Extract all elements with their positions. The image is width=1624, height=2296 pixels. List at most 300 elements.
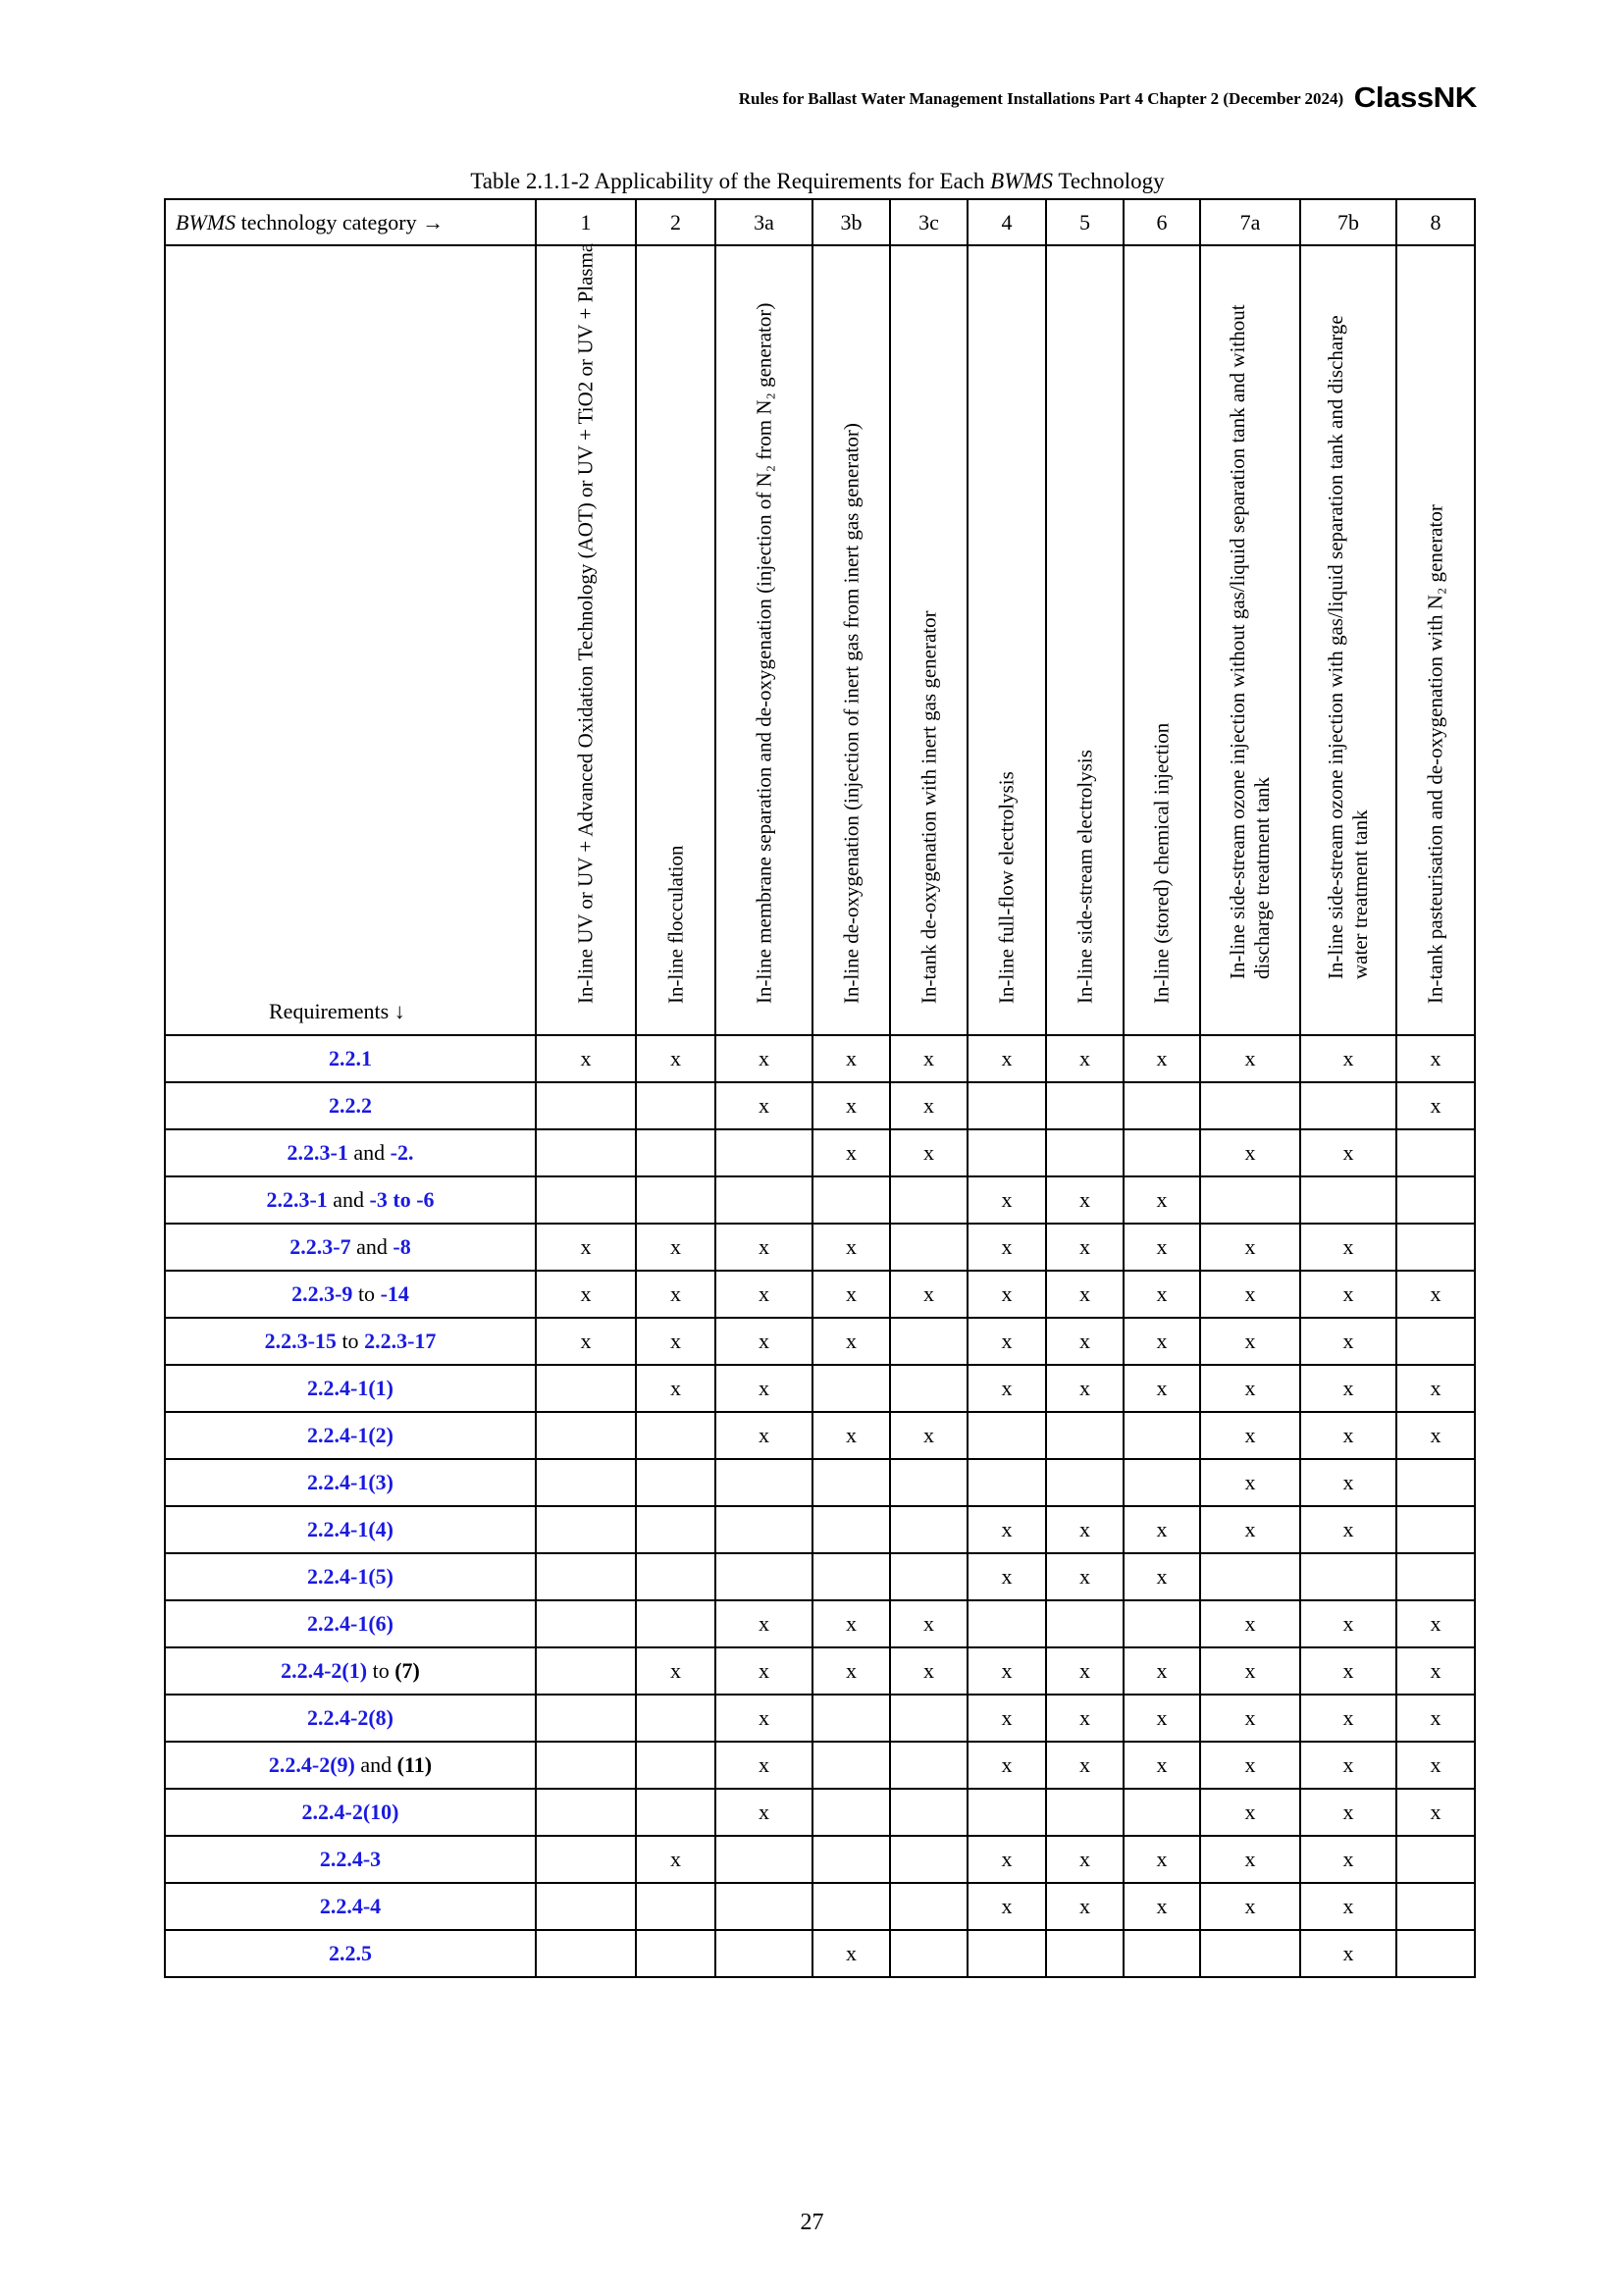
requirement-link[interactable]: -14: [380, 1281, 409, 1306]
applicability-cell: x: [1300, 1600, 1396, 1647]
applicability-cell: [812, 1695, 890, 1742]
requirement-reference: [165, 1459, 536, 1506]
applicability-cell: x: [1396, 1365, 1475, 1412]
table-row: [165, 1129, 1475, 1176]
applicability-cell: x: [1124, 1035, 1200, 1082]
applicability-cell: x: [1396, 1271, 1475, 1318]
category-label: BWMS technology category →: [165, 199, 536, 245]
requirement-reference: [165, 1836, 536, 1883]
applicability-cell: x: [1396, 1742, 1475, 1789]
table-row: [165, 1082, 1475, 1129]
applicability-cell: [715, 1459, 812, 1506]
applicability-cell: x: [968, 1176, 1046, 1224]
applicability-cell: x: [1300, 1035, 1396, 1082]
requirement-link[interactable]: 2.2.4-1(6): [307, 1611, 393, 1636]
applicability-cell: x: [1200, 1318, 1300, 1365]
requirement-link[interactable]: 2.2.5: [329, 1941, 372, 1965]
applicability-cell: [536, 1176, 636, 1224]
requirement-reference: [165, 1176, 536, 1224]
applicability-cell: x: [968, 1695, 1046, 1742]
applicability-cell: [1396, 1553, 1475, 1600]
requirement-reference: [165, 1412, 536, 1459]
applicability-cell: x: [1396, 1082, 1475, 1129]
page-header: [739, 82, 1477, 115]
applicability-cell: [536, 1459, 636, 1506]
applicability-cell: x: [812, 1271, 890, 1318]
applicability-cell: x: [1300, 1365, 1396, 1412]
applicability-cell: x: [968, 1506, 1046, 1553]
applicability-cell: [536, 1412, 636, 1459]
applicability-cell: x: [1200, 1035, 1300, 1082]
applicability-cell: [636, 1412, 715, 1459]
applicability-cell: x: [1300, 1271, 1396, 1318]
applicability-cell: x: [715, 1600, 812, 1647]
applicability-cell: x: [1300, 1836, 1396, 1883]
applicability-cell: x: [968, 1742, 1046, 1789]
table-row: [165, 1789, 1475, 1836]
table-row: [165, 1506, 1475, 1553]
requirement-connector: and: [354, 1752, 397, 1777]
requirement-reference: [165, 1129, 536, 1176]
technology-description-cell: [1124, 245, 1200, 1035]
applicability-cell: x: [1300, 1129, 1396, 1176]
applicability-cell: [636, 1600, 715, 1647]
applicability-cell: [890, 1553, 968, 1600]
applicability-cell: x: [1300, 1647, 1396, 1695]
applicability-cell: x: [1396, 1412, 1475, 1459]
applicability-cell: x: [1046, 1271, 1124, 1318]
applicability-cell: [1124, 1789, 1200, 1836]
applicability-cell: x: [536, 1271, 636, 1318]
applicability-cell: x: [1046, 1836, 1124, 1883]
applicability-cell: [1124, 1412, 1200, 1459]
applicability-cell: [536, 1742, 636, 1789]
table-row: [165, 1365, 1475, 1412]
applicability-cell: [968, 1930, 1046, 1977]
applicability-cell: x: [1200, 1224, 1300, 1271]
applicability-cell: [1200, 1553, 1300, 1600]
applicability-cell: [636, 1883, 715, 1930]
applicability-cell: x: [1124, 1742, 1200, 1789]
classnk-logo: ClassNK: [1353, 82, 1477, 114]
applicability-cell: [715, 1176, 812, 1224]
applicability-cell: [1200, 1930, 1300, 1977]
applicability-cell: [636, 1695, 715, 1742]
applicability-cell: x: [715, 1789, 812, 1836]
requirement-link[interactable]: 2.2.3-1: [266, 1187, 328, 1212]
applicability-cell: [1046, 1930, 1124, 1977]
applicability-cell: x: [715, 1035, 812, 1082]
applicability-cell: x: [968, 1035, 1046, 1082]
applicability-cell: x: [1046, 1365, 1124, 1412]
applicability-cell: x: [1300, 1459, 1396, 1506]
applicability-cell: [715, 1553, 812, 1600]
applicability-cell: x: [890, 1035, 968, 1082]
applicability-cell: x: [715, 1695, 812, 1742]
applicability-cell: [1396, 1129, 1475, 1176]
category-header-cell: 3a: [715, 199, 812, 245]
applicability-cell: x: [715, 1082, 812, 1129]
applicability-cell: [1300, 1553, 1396, 1600]
requirement-link[interactable]: 2.2.4-3: [319, 1847, 382, 1871]
technology-description: In-line membrane separation and de-oxygenation (injection of N₂ from N₂ generator): [752, 302, 775, 1004]
applicability-cell: x: [636, 1647, 715, 1695]
applicability-cell: x: [1124, 1695, 1200, 1742]
requirement-connector: to: [336, 1329, 365, 1353]
applicability-cell: x: [1200, 1647, 1300, 1695]
applicability-cell: x: [968, 1271, 1046, 1318]
applicability-cell: x: [636, 1318, 715, 1365]
applicability-table: [164, 198, 1476, 1978]
applicability-cell: x: [1396, 1789, 1475, 1836]
technology-description: In-line side-stream ozone injection with gas/liquid separation tank and discharge water treatment tank: [1324, 315, 1372, 979]
applicability-cell: [890, 1789, 968, 1836]
applicability-cell: x: [812, 1412, 890, 1459]
applicability-cell: x: [1046, 1318, 1124, 1365]
applicability-cell: x: [1300, 1318, 1396, 1365]
table-row: [165, 1600, 1475, 1647]
applicability-cell: [636, 1129, 715, 1176]
applicability-cell: x: [1046, 1553, 1124, 1600]
applicability-cell: [536, 1553, 636, 1600]
applicability-cell: x: [1200, 1695, 1300, 1742]
requirement-connector: to: [352, 1281, 381, 1306]
requirement-connector: and: [327, 1187, 370, 1212]
applicability-cell: x: [715, 1365, 812, 1412]
applicability-cell: x: [1124, 1553, 1200, 1600]
applicability-cell: x: [1046, 1695, 1124, 1742]
applicability-cell: [968, 1082, 1046, 1129]
applicability-cell: x: [536, 1224, 636, 1271]
applicability-cell: [1396, 1836, 1475, 1883]
applicability-cell: [536, 1883, 636, 1930]
applicability-cell: [1124, 1129, 1200, 1176]
applicability-cell: [890, 1224, 968, 1271]
requirement-link[interactable]: 2.2.4-1(2): [307, 1423, 393, 1447]
applicability-cell: [968, 1600, 1046, 1647]
table-row: [165, 1459, 1475, 1506]
applicability-cell: x: [890, 1647, 968, 1695]
applicability-cell: x: [1124, 1836, 1200, 1883]
table-caption: Table 2.1.1-2 Applicability of the Requirements for Each BWMS Technology: [470, 169, 1165, 193]
applicability-cell: [812, 1553, 890, 1600]
applicability-cell: [1396, 1318, 1475, 1365]
requirement-link[interactable]: 2.2.2: [329, 1093, 372, 1118]
applicability-cell: x: [536, 1035, 636, 1082]
applicability-cell: x: [1046, 1506, 1124, 1553]
applicability-cell: [812, 1789, 890, 1836]
applicability-cell: x: [715, 1271, 812, 1318]
applicability-cell: x: [1396, 1647, 1475, 1695]
applicability-cell: [1396, 1459, 1475, 1506]
technology-description: In-line UV or UV + Advanced Oxidation Technology (AOT) or UV + TiO2 or UV + Plasma: [573, 242, 598, 1004]
applicability-cell: [636, 1506, 715, 1553]
requirement-link[interactable]: 2.2.4-4: [319, 1894, 382, 1918]
requirement-connector: to: [367, 1658, 395, 1683]
applicability-cell: x: [715, 1647, 812, 1695]
requirements-label: Requirements ↓: [269, 999, 405, 1023]
technology-description-cell: [1396, 245, 1475, 1035]
applicability-cell: [890, 1695, 968, 1742]
applicability-cell: x: [968, 1224, 1046, 1271]
applicability-cell: x: [1300, 1506, 1396, 1553]
technology-description-cell: [968, 245, 1046, 1035]
table-row: [165, 1553, 1475, 1600]
requirement-link[interactable]: -2.: [390, 1140, 414, 1165]
applicability-cell: [890, 1883, 968, 1930]
applicability-cell: [715, 1883, 812, 1930]
requirement-link[interactable]: 2.2.4-1(1): [307, 1376, 393, 1400]
table-row: [165, 1742, 1475, 1789]
applicability-cell: x: [1124, 1647, 1200, 1695]
applicability-cell: [968, 1459, 1046, 1506]
applicability-cell: x: [1046, 1035, 1124, 1082]
requirement-reference: [165, 1695, 536, 1742]
applicability-cell: [1300, 1082, 1396, 1129]
applicability-cell: x: [968, 1365, 1046, 1412]
applicability-cell: [536, 1695, 636, 1742]
category-header-cell: 3c: [890, 199, 968, 245]
applicability-cell: x: [1300, 1930, 1396, 1977]
category-header-cell: 6: [1124, 199, 1200, 245]
page-number: 27: [800, 2210, 824, 2235]
requirement-connector: (11): [396, 1752, 433, 1777]
table-row: [165, 1412, 1475, 1459]
applicability-cell: [1396, 1506, 1475, 1553]
applicability-cell: [1124, 1459, 1200, 1506]
applicability-cell: [812, 1883, 890, 1930]
technology-description: In-line side-stream ozone injection without gas/liquid separation tank and without discharge treatment tank: [1226, 304, 1274, 979]
applicability-cell: [812, 1365, 890, 1412]
applicability-cell: [812, 1506, 890, 1553]
requirement-link[interactable]: 2.2.4-2(9): [268, 1752, 355, 1777]
applicability-cell: [1396, 1883, 1475, 1930]
category-row: [165, 199, 1475, 245]
requirement-reference: [165, 1789, 536, 1836]
applicability-cell: x: [1124, 1883, 1200, 1930]
requirement-link[interactable]: 2.2.4-2(10): [301, 1800, 399, 1824]
requirement-reference: [165, 1035, 536, 1082]
applicability-cell: [890, 1176, 968, 1224]
applicability-cell: [890, 1506, 968, 1553]
applicability-cell: [1046, 1412, 1124, 1459]
applicability-cell: [812, 1836, 890, 1883]
table-row: [165, 1176, 1475, 1224]
applicability-cell: [536, 1647, 636, 1695]
category-header-cell: 7b: [1300, 199, 1396, 245]
applicability-cell: [890, 1742, 968, 1789]
applicability-cell: x: [1396, 1600, 1475, 1647]
table-row: [165, 1930, 1475, 1977]
applicability-cell: [1396, 1930, 1475, 1977]
applicability-cell: [1124, 1082, 1200, 1129]
applicability-cell: [1046, 1082, 1124, 1129]
technology-description-cell: [1200, 245, 1300, 1035]
applicability-cell: [636, 1789, 715, 1836]
requirement-reference: [165, 1883, 536, 1930]
applicability-cell: [715, 1930, 812, 1977]
applicability-cell: x: [1396, 1695, 1475, 1742]
applicability-cell: x: [890, 1412, 968, 1459]
applicability-cell: [536, 1506, 636, 1553]
applicability-cell: [715, 1129, 812, 1176]
applicability-cell: [1200, 1082, 1300, 1129]
table-row: [165, 1035, 1475, 1082]
table-row: [165, 1271, 1475, 1318]
applicability-cell: x: [968, 1883, 1046, 1930]
applicability-cell: x: [812, 1224, 890, 1271]
applicability-cell: x: [812, 1035, 890, 1082]
requirement-reference: [165, 1742, 536, 1789]
requirement-reference: [165, 1365, 536, 1412]
applicability-cell: [536, 1930, 636, 1977]
category-header-cell: 8: [1396, 199, 1475, 245]
requirement-link[interactable]: 2.2.4-2(8): [307, 1705, 393, 1730]
applicability-cell: x: [1124, 1271, 1200, 1318]
applicability-cell: [536, 1836, 636, 1883]
table-row: [165, 1318, 1475, 1365]
table-row: [165, 1836, 1475, 1883]
applicability-cell: x: [715, 1318, 812, 1365]
applicability-cell: [536, 1789, 636, 1836]
requirement-reference: [165, 1082, 536, 1129]
applicability-cell: x: [1200, 1506, 1300, 1553]
category-header-cell: 5: [1046, 199, 1124, 245]
applicability-cell: [1396, 1176, 1475, 1224]
requirement-reference: [165, 1600, 536, 1647]
applicability-cell: x: [968, 1836, 1046, 1883]
applicability-cell: x: [1200, 1271, 1300, 1318]
applicability-cell: x: [812, 1930, 890, 1977]
applicability-cell: x: [1200, 1412, 1300, 1459]
applicability-cell: x: [1124, 1176, 1200, 1224]
applicability-cell: x: [890, 1129, 968, 1176]
applicability-cell: [1124, 1930, 1200, 1977]
applicability-cell: [1124, 1600, 1200, 1647]
applicability-cell: [1396, 1224, 1475, 1271]
applicability-cell: x: [1300, 1883, 1396, 1930]
requirement-reference: [165, 1224, 536, 1271]
applicability-cell: [636, 1459, 715, 1506]
technology-description: In-line (stored) chemical injection: [1149, 722, 1174, 1004]
applicability-cell: x: [1124, 1318, 1200, 1365]
applicability-cell: x: [1046, 1883, 1124, 1930]
technology-description: In-tank de-oxygenation with inert gas generator: [917, 610, 940, 1004]
applicability-cell: x: [636, 1365, 715, 1412]
applicability-cell: [636, 1742, 715, 1789]
applicability-cell: [1200, 1176, 1300, 1224]
technology-description: In-line de-oxygenation (injection of inert gas from inert gas generator): [839, 423, 863, 1004]
applicability-cell: [636, 1930, 715, 1977]
applicability-cell: x: [1046, 1224, 1124, 1271]
applicability-cell: [536, 1129, 636, 1176]
applicability-cell: x: [636, 1836, 715, 1883]
requirement-link[interactable]: 2.2.3-17: [364, 1329, 437, 1353]
category-header-cell: 2: [636, 199, 715, 245]
applicability-cell: [536, 1082, 636, 1129]
applicability-cell: x: [812, 1647, 890, 1695]
requirement-link[interactable]: 2.2.3-9: [291, 1281, 353, 1306]
table-row: [165, 1883, 1475, 1930]
technology-description-cell: [636, 245, 715, 1035]
applicability-cell: x: [1200, 1600, 1300, 1647]
requirement-link[interactable]: 2.2.3-7: [289, 1234, 351, 1259]
applicability-cell: x: [1396, 1035, 1475, 1082]
technology-description-cell: [812, 245, 890, 1035]
applicability-cell: x: [715, 1224, 812, 1271]
applicability-cell: [1046, 1129, 1124, 1176]
applicability-cell: x: [1046, 1647, 1124, 1695]
requirement-connector: (7): [394, 1658, 420, 1683]
category-header-cell: 4: [968, 199, 1046, 245]
requirement-link[interactable]: 2.2.4-1(4): [307, 1517, 393, 1541]
requirement-link[interactable]: 2.2.4-1(5): [307, 1564, 393, 1589]
applicability-cell: x: [968, 1553, 1046, 1600]
applicability-cell: x: [1124, 1365, 1200, 1412]
applicability-cell: [890, 1836, 968, 1883]
applicability-cell: [968, 1412, 1046, 1459]
applicability-cell: [890, 1318, 968, 1365]
applicability-cell: x: [1300, 1789, 1396, 1836]
applicability-cell: x: [636, 1271, 715, 1318]
applicability-cell: [636, 1553, 715, 1600]
requirement-link[interactable]: 2.2.1: [329, 1046, 372, 1070]
requirement-link[interactable]: 2.2.4-1(3): [307, 1470, 393, 1494]
applicability-cell: [536, 1600, 636, 1647]
applicability-cell: x: [1200, 1883, 1300, 1930]
category-header-cell: 1: [536, 199, 636, 245]
applicability-cell: x: [812, 1082, 890, 1129]
applicability-cell: x: [1200, 1365, 1300, 1412]
requirement-link[interactable]: -3 to -6: [369, 1187, 435, 1212]
applicability-cell: x: [1046, 1176, 1124, 1224]
category-header-cell: 3b: [812, 199, 890, 245]
technology-description-cell: [1046, 245, 1124, 1035]
requirement-reference: [165, 1647, 536, 1695]
requirement-reference: [165, 1506, 536, 1553]
applicability-cell: [812, 1742, 890, 1789]
applicability-cell: x: [1124, 1506, 1200, 1553]
technology-description-cell: [536, 242, 636, 1035]
applicability-cell: x: [1300, 1695, 1396, 1742]
technology-description-cell: [1300, 245, 1396, 1035]
applicability-cell: [1046, 1600, 1124, 1647]
applicability-cell: x: [636, 1224, 715, 1271]
technology-description: In-line side-stream electrolysis: [1073, 750, 1096, 1004]
applicability-cell: [812, 1459, 890, 1506]
applicability-cell: [715, 1506, 812, 1553]
requirement-reference: [165, 1271, 536, 1318]
table-row: [165, 1695, 1475, 1742]
applicability-cell: x: [890, 1271, 968, 1318]
applicability-cell: x: [812, 1600, 890, 1647]
category-header-cell: 7a: [1200, 199, 1300, 245]
applicability-cell: x: [1046, 1742, 1124, 1789]
requirement-link[interactable]: -8: [393, 1234, 411, 1259]
applicability-cell: [536, 1365, 636, 1412]
applicability-cell: x: [1124, 1224, 1200, 1271]
requirements-header-cell: [165, 245, 536, 1035]
applicability-cell: x: [890, 1600, 968, 1647]
requirement-link[interactable]: 2.2.4-2(1): [281, 1658, 368, 1683]
technology-description: In-tank pasteurisation and de-oxygenation with N₂ generator: [1423, 504, 1447, 1004]
requirement-connector: and: [347, 1140, 391, 1165]
applicability-cell: x: [968, 1318, 1046, 1365]
requirement-link[interactable]: 2.2.3-1: [287, 1140, 348, 1165]
applicability-cell: [1300, 1176, 1396, 1224]
applicability-cell: x: [812, 1129, 890, 1176]
requirement-link[interactable]: 2.2.3-15: [264, 1329, 337, 1353]
